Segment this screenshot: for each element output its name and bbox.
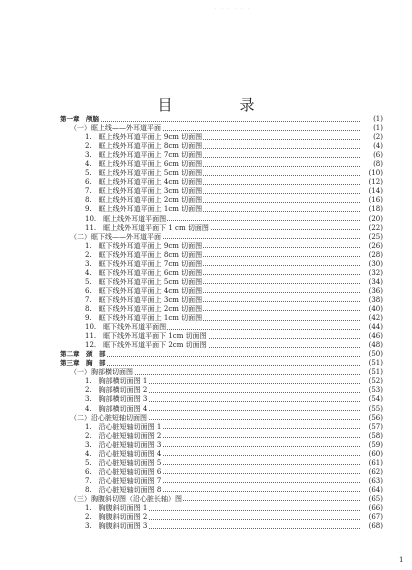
toc-entry xyxy=(0,151,412,160)
toc-entry-page: (61) xyxy=(361,459,383,468)
toc-entry-page: (67) xyxy=(361,513,383,522)
toc-entry xyxy=(0,251,412,260)
toc-entry-title: 2. 眶上线外耳道平面上 8cm 切面图 xyxy=(85,142,203,151)
toc-entry-title: 12. 眶下线外耳道平面下 2cm 切面图 xyxy=(85,341,207,350)
toc-entry xyxy=(0,522,412,531)
toc-entry-title: 6. 沿心脏短轴切面图 6 xyxy=(85,467,162,476)
toc-entry-page: (46) xyxy=(361,332,383,341)
toc-entry-page: (51) xyxy=(361,368,383,377)
toc-entry-title: 第二章 颈 部 xyxy=(60,350,106,359)
toc-entry xyxy=(0,215,412,224)
toc-entry-page: (1) xyxy=(361,124,383,133)
toc-entry-title: 4. 眶上线外耳道平面上 6cm 切面图 xyxy=(85,160,203,169)
toc-entry-page: (62) xyxy=(361,468,383,477)
toc-entry-title: 2. 眶下线外耳道平面上 8cm 切面图 xyxy=(85,250,203,259)
toc-entry-page: (14) xyxy=(361,187,383,196)
page-header: · · · · · · xyxy=(215,6,251,11)
toc-entry xyxy=(0,187,412,196)
toc-entry-page: (22) xyxy=(361,224,383,233)
toc-entry-title: 第一章 颅脑 xyxy=(60,115,99,123)
page-title: 目 录 xyxy=(157,96,281,114)
toc-entry-page: (12) xyxy=(361,178,383,187)
toc-entry-page: (8) xyxy=(361,160,383,169)
toc-entry xyxy=(0,205,412,214)
toc-entry-page: (55) xyxy=(361,405,383,414)
toc-entry-page: (64) xyxy=(361,486,383,495)
toc-entry-title: 3. 沿心脏短轴切面图 3 xyxy=(85,440,162,449)
toc-entry-page: (1) xyxy=(361,115,383,124)
toc-entry-page: (10) xyxy=(361,169,383,178)
toc-entry-page: (48) xyxy=(361,341,383,350)
toc-entry xyxy=(0,269,412,278)
toc-entry-title: 8. 沿心脏短轴切面图 8 xyxy=(85,485,162,494)
toc-entry xyxy=(0,332,412,341)
toc-entry-title: 1. 胸腹斜切面图 1 xyxy=(85,504,148,513)
toc-entry xyxy=(0,368,412,377)
toc-entry xyxy=(0,395,412,404)
toc-entry xyxy=(0,450,412,459)
toc-entry-title: 1. 眶上线外耳道平面上 9cm 切面图 xyxy=(85,133,203,142)
toc-entry xyxy=(0,513,412,522)
toc-entry xyxy=(0,350,412,359)
toc-entry-title: 7. 沿心脏短轴切面图 7 xyxy=(85,476,162,485)
toc-entry-title: 4. 胸部横切面图 4 xyxy=(85,404,148,413)
toc-entry xyxy=(0,359,412,368)
toc-entry-title: 11. 眶上线外耳道平面下 1 cm 切面图 xyxy=(85,223,209,232)
toc-entry-page: (18) xyxy=(361,205,383,214)
toc-entry-title: 3. 胸部横切面图 3 xyxy=(85,395,148,404)
toc-entry xyxy=(0,314,412,323)
toc-entry xyxy=(0,459,412,468)
toc-entry-title: 7. 眶下线外耳道平面上 3cm 切面图 xyxy=(85,295,203,304)
table-of-contents xyxy=(0,115,412,531)
toc-entry-title: 5. 眶下线外耳道平面上 5cm 切面图 xyxy=(85,277,203,286)
toc-entry-page: (52) xyxy=(361,377,383,386)
toc-entry-title: 8. 眶上线外耳道平面上 2cm 切面图 xyxy=(85,196,203,205)
toc-entry xyxy=(0,224,412,233)
toc-entry xyxy=(0,377,412,386)
toc-entry-page: (40) xyxy=(361,305,383,314)
toc-entry xyxy=(0,260,412,269)
toc-entry-title: 9. 眶下线外耳道平面上 1cm 切面图 xyxy=(85,314,203,323)
toc-dot-leader xyxy=(60,121,382,122)
toc-entry-title: 2. 胸部横切面图 2 xyxy=(85,386,148,395)
toc-entry-page: (51) xyxy=(361,359,383,368)
toc-entry-page: (38) xyxy=(361,296,383,305)
toc-entry-title: 2. 胸腹斜切面图 2 xyxy=(85,513,148,522)
toc-entry xyxy=(0,142,412,151)
toc-entry-title: 第三章 胸 部 xyxy=(60,359,106,368)
toc-entry-page: (44) xyxy=(361,323,383,332)
toc-entry-page: (66) xyxy=(361,504,383,513)
toc-entry-page: (32) xyxy=(361,269,383,278)
toc-entry-page: (57) xyxy=(361,423,383,432)
toc-entry xyxy=(0,495,412,504)
toc-entry xyxy=(0,441,412,450)
toc-entry-page: (53) xyxy=(361,386,383,395)
toc-entry xyxy=(0,242,412,251)
toc-entry-page: (60) xyxy=(361,450,383,459)
toc-entry-title: 1. 眶下线外耳道平面上 9cm 切面图 xyxy=(85,241,203,250)
toc-entry-title: 9. 眶上线外耳道平面上 1cm 切面图 xyxy=(85,205,203,214)
toc-entry xyxy=(0,287,412,296)
toc-entry-title: 5. 沿心脏短轴切面图 5 xyxy=(85,458,162,467)
toc-entry-page: (26) xyxy=(361,242,383,251)
toc-entry xyxy=(0,115,412,124)
toc-entry xyxy=(0,432,412,441)
toc-entry-page: (50) xyxy=(361,350,383,359)
toc-entry-title: 1. 胸部横切面图 1 xyxy=(85,377,148,386)
toc-entry-page: (25) xyxy=(361,233,383,242)
toc-entry xyxy=(0,405,412,414)
toc-entry xyxy=(0,233,412,242)
toc-entry xyxy=(0,486,412,495)
toc-entry xyxy=(0,386,412,395)
toc-entry xyxy=(0,341,412,350)
toc-entry xyxy=(0,423,412,432)
toc-entry-page: (63) xyxy=(361,477,383,486)
toc-entry-title: （二）沿心脏短轴切面图 xyxy=(70,413,147,422)
toc-entry-page: (30) xyxy=(361,260,383,269)
toc-entry-title: 2. 沿心脏短轴切面图 2 xyxy=(85,431,162,440)
toc-entry-title: 8. 眶下线外耳道平面上 2cm 切面图 xyxy=(85,304,203,313)
toc-entry-title: 6. 眶上线外耳道平面上 4cm 切面图 xyxy=(85,178,203,187)
toc-entry-title: 1. 沿心脏短轴切面图 1 xyxy=(85,422,162,431)
toc-entry-title: 3. 眶上线外耳道平面上 7cm 切面图 xyxy=(85,151,203,160)
toc-entry-page: (65) xyxy=(361,495,383,504)
toc-entry-page: (56) xyxy=(361,414,383,423)
toc-entry-title: 10. 眶下线外耳道平面图 xyxy=(85,323,167,332)
toc-entry-page: (2) xyxy=(361,133,383,142)
toc-entry-title: 10. 眶上线外耳道平面图 xyxy=(85,214,167,223)
toc-dot-leader xyxy=(60,365,382,366)
toc-entry xyxy=(0,414,412,423)
toc-entry-page: (42) xyxy=(361,314,383,323)
toc-entry xyxy=(0,504,412,513)
toc-entry xyxy=(0,196,412,205)
toc-entry-title: （一）胸部横切面图 xyxy=(70,368,133,377)
toc-entry xyxy=(0,169,412,178)
toc-entry-title: 11. 眶下线外耳道平面下 1cm 切面图 xyxy=(85,332,207,341)
toc-entry-page: (36) xyxy=(361,287,383,296)
toc-entry xyxy=(0,323,412,332)
toc-entry-page: (6) xyxy=(361,151,383,160)
toc-entry-title: 4. 沿心脏短轴切面图 4 xyxy=(85,449,162,458)
toc-entry xyxy=(0,305,412,314)
toc-dot-leader xyxy=(60,356,382,357)
toc-entry-page: (16) xyxy=(361,196,383,205)
toc-entry-page: (4) xyxy=(361,142,383,151)
toc-entry-title: （三）胸腹斜切图（沿心脏长轴）图 xyxy=(70,494,182,503)
toc-entry xyxy=(0,477,412,486)
toc-entry-title: 7. 眶上线外耳道平面上 3cm 切面图 xyxy=(85,187,203,196)
toc-entry xyxy=(0,178,412,187)
page-number: 1 xyxy=(399,556,404,564)
toc-entry-title: （一）眶上线——外耳道平面 xyxy=(70,124,161,133)
toc-entry-page: (58) xyxy=(361,432,383,441)
toc-entry-title: （二）眶下线——外耳道平面 xyxy=(70,232,161,241)
toc-entry-title: 3. 眶下线外耳道平面上 7cm 切面图 xyxy=(85,259,203,268)
toc-entry-title: 5. 眶上线外耳道平面上 5cm 切面图 xyxy=(85,169,203,178)
toc-entry-page: (34) xyxy=(361,278,383,287)
toc-entry xyxy=(0,296,412,305)
toc-entry-page: (20) xyxy=(361,215,383,224)
toc-entry-page: (59) xyxy=(361,441,383,450)
toc-entry-title: 6. 眶下线外耳道平面上 4cm 切面图 xyxy=(85,286,203,295)
toc-entry xyxy=(0,124,412,133)
toc-entry-page: (28) xyxy=(361,251,383,260)
toc-entry-title: 3. 胸腹斜切面图 3 xyxy=(85,522,148,531)
toc-entry xyxy=(0,468,412,477)
toc-entry xyxy=(0,160,412,169)
toc-entry xyxy=(0,133,412,142)
toc-entry xyxy=(0,278,412,287)
toc-entry-page: (54) xyxy=(361,395,383,404)
toc-entry-title: 4. 眶下线外耳道平面上 6cm 切面图 xyxy=(85,268,203,277)
toc-entry-page: (68) xyxy=(361,522,383,531)
